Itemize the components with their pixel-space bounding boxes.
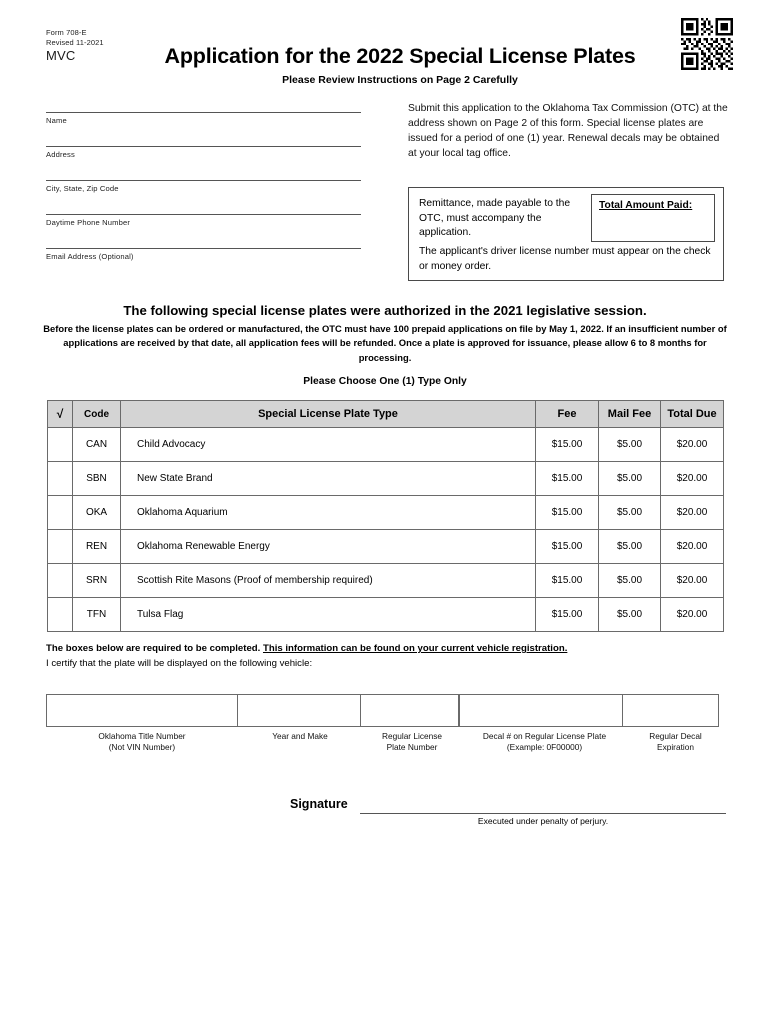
column-header-fee: Fee bbox=[536, 401, 599, 428]
page-title: Application for the 2022 Special License Plates bbox=[164, 44, 636, 68]
signature-input-line[interactable] bbox=[360, 813, 726, 814]
plate-type: Scottish Rite Masons (Proof of membership required) bbox=[121, 564, 536, 598]
plate-total-due: $20.00 bbox=[661, 496, 724, 530]
vehicle-box-labels bbox=[46, 731, 724, 753]
plate-checkbox-cell[interactable] bbox=[48, 462, 73, 496]
page-subtitle: Please Review Instructions on Page 2 Carefully bbox=[282, 74, 518, 86]
vehicle-required-bold: The boxes below are required to be completed. bbox=[46, 643, 263, 654]
signature-label: Signature bbox=[290, 797, 348, 811]
plate-fee: $15.00 bbox=[536, 564, 599, 598]
vehicle-info-boxes bbox=[46, 694, 724, 727]
applicant-fields bbox=[46, 112, 361, 282]
authorization-heading: The following special license plates were authorized in the 2021 legislative session. bbox=[123, 303, 647, 318]
plate-code: OKA bbox=[73, 496, 121, 530]
submit-instructions: Submit this application to the Oklahoma Tax Commission (OTC) at the address shown on Page 2 of this form. Special license plates are issued for a period of one (1) year. Renewal decals may be obtained at your local tag office. bbox=[408, 103, 728, 160]
vehicle-label-decal-expiration bbox=[627, 731, 724, 753]
field-city-state-zip-label: City, State, Zip Code bbox=[46, 184, 119, 193]
vehicle-label-plate-number bbox=[362, 731, 462, 753]
form-revision: Revised 11-2021 bbox=[46, 37, 104, 47]
vehicle-label-title-number-line2: (Not VIN Number) bbox=[108, 742, 176, 753]
plate-total-due: $20.00 bbox=[661, 598, 724, 632]
plate-type: Oklahoma Aquarium bbox=[121, 496, 536, 530]
vehicle-label-decal-expiration-line1: Regular Decal bbox=[649, 731, 702, 741]
table-row bbox=[48, 598, 724, 632]
field-name[interactable] bbox=[46, 112, 361, 146]
plate-type: Tulsa Flag bbox=[121, 598, 536, 632]
plate-code: CAN bbox=[73, 428, 121, 462]
field-email-label: Email Address (Optional) bbox=[46, 252, 134, 261]
total-amount-paid-label: Total Amount Paid: bbox=[599, 200, 693, 211]
plate-total-due: $20.00 bbox=[661, 564, 724, 598]
form-number: Form 708-E bbox=[46, 28, 87, 37]
remittance-box bbox=[408, 187, 724, 281]
plate-fee: $15.00 bbox=[536, 496, 599, 530]
plate-type: Oklahoma Renewable Energy bbox=[121, 530, 536, 564]
signature-perjury-note: Executed under penalty of perjury. bbox=[477, 816, 609, 826]
plate-mail-fee: $5.00 bbox=[599, 428, 661, 462]
column-header-total-due: Total Due bbox=[661, 401, 724, 428]
table-row bbox=[48, 564, 724, 598]
plate-mail-fee: $5.00 bbox=[599, 462, 661, 496]
vehicle-box-decal-expiration[interactable] bbox=[622, 694, 719, 727]
plate-fee: $15.00 bbox=[536, 530, 599, 564]
authorization-paragraph: Before the license plates can be ordered or manufactured, the OTC must have 100 prepaid applications on file by May 1, 2022. If an insufficient number of applications are received by that date, all application fees will be refunded. Once a plate is approved for issuance, please allow 6 to 8 months for processing. bbox=[43, 323, 727, 363]
agency-code: MVC bbox=[46, 48, 76, 64]
column-header-code: Code bbox=[73, 401, 121, 428]
total-amount-paid-box[interactable] bbox=[591, 194, 715, 242]
vehicle-label-decal-expiration-line2: Expiration bbox=[657, 742, 694, 753]
table-row bbox=[48, 428, 724, 462]
plate-fee: $15.00 bbox=[536, 598, 599, 632]
vehicle-label-decal-number-line1: Decal # on Regular License Plate bbox=[482, 731, 607, 741]
plate-fee: $15.00 bbox=[536, 462, 599, 496]
vehicle-label-decal-number-line2: (Example: 0F00000) bbox=[506, 742, 583, 753]
plate-code: REN bbox=[73, 530, 121, 564]
qr-code-icon bbox=[681, 18, 733, 70]
table-header-row bbox=[48, 401, 724, 428]
vehicle-label-title-number bbox=[46, 731, 238, 753]
table-row bbox=[48, 496, 724, 530]
vehicle-label-year-make bbox=[238, 731, 362, 753]
vehicle-box-decal-number[interactable] bbox=[458, 694, 623, 727]
plate-fee: $15.00 bbox=[536, 428, 599, 462]
plate-code: TFN bbox=[73, 598, 121, 632]
field-address[interactable] bbox=[46, 146, 361, 180]
plate-checkbox-cell[interactable] bbox=[48, 428, 73, 462]
plate-total-due: $20.00 bbox=[661, 428, 724, 462]
vehicle-label-year-make-line1: Year and Make bbox=[272, 731, 328, 741]
plate-selection-table bbox=[47, 400, 724, 632]
vehicle-box-year-make[interactable] bbox=[237, 694, 361, 727]
column-header-mail-fee: Mail Fee bbox=[599, 401, 661, 428]
driver-license-note: The applicant's driver license number must appear on the check or money order. bbox=[419, 246, 711, 272]
plate-total-due: $20.00 bbox=[661, 530, 724, 564]
plate-total-due: $20.00 bbox=[661, 462, 724, 496]
vehicle-required-underlined: This information can be found on your current vehicle registration. bbox=[262, 643, 568, 654]
plate-checkbox-cell[interactable] bbox=[48, 530, 73, 564]
vehicle-label-plate-number-line2: Plate Number bbox=[386, 742, 438, 753]
vehicle-label-decal-number bbox=[462, 731, 627, 753]
plate-mail-fee: $5.00 bbox=[599, 496, 661, 530]
table-row bbox=[48, 462, 724, 496]
field-email[interactable] bbox=[46, 248, 361, 282]
field-name-label: Name bbox=[46, 116, 67, 125]
field-city-state-zip[interactable] bbox=[46, 180, 361, 214]
plate-code: SBN bbox=[73, 462, 121, 496]
vehicle-box-title-number[interactable] bbox=[46, 694, 238, 727]
plate-checkbox-cell[interactable] bbox=[48, 564, 73, 598]
plate-mail-fee: $5.00 bbox=[599, 598, 661, 632]
vehicle-label-plate-number-line1: Regular License bbox=[382, 731, 442, 741]
plate-type: Child Advocacy bbox=[121, 428, 536, 462]
table-row bbox=[48, 530, 724, 564]
plate-type: New State Brand bbox=[121, 462, 536, 496]
choose-one-instruction: Please Choose One (1) Type Only bbox=[303, 376, 467, 387]
field-phone-label: Daytime Phone Number bbox=[46, 218, 131, 227]
field-address-label: Address bbox=[46, 150, 75, 159]
plate-mail-fee: $5.00 bbox=[599, 564, 661, 598]
vehicle-required-note bbox=[46, 643, 567, 654]
field-phone[interactable] bbox=[46, 214, 361, 248]
column-header-type: Special License Plate Type bbox=[121, 401, 536, 428]
vehicle-label-title-number-line1: Oklahoma Title Number bbox=[98, 731, 186, 741]
plate-code: SRN bbox=[73, 564, 121, 598]
plate-checkbox-cell[interactable] bbox=[48, 598, 73, 632]
vehicle-certify-note: I certify that the plate will be displayed on the following vehicle: bbox=[46, 658, 313, 669]
vehicle-box-plate-number[interactable] bbox=[360, 694, 460, 727]
plate-mail-fee: $5.00 bbox=[599, 530, 661, 564]
plate-checkbox-cell[interactable] bbox=[48, 496, 73, 530]
column-header-check: √ bbox=[48, 401, 73, 428]
remittance-text: Remittance, made payable to the OTC, must accompany the application. bbox=[419, 198, 571, 239]
